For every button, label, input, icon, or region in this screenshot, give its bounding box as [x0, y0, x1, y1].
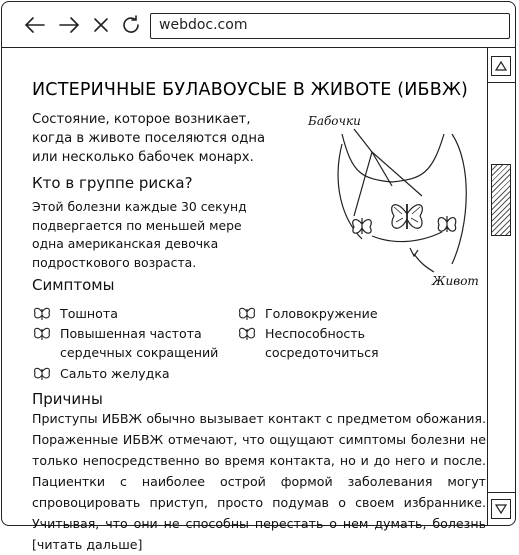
- butterfly-icon: [237, 326, 257, 342]
- scrollbar-thumb[interactable]: [491, 164, 511, 236]
- scroll-down-button[interactable]: [491, 499, 511, 519]
- symptoms-heading: Симптомы: [32, 276, 115, 294]
- symptom-item: [237, 304, 387, 323]
- symptom-item: [32, 304, 222, 323]
- butterflies-illustration: [302, 104, 492, 304]
- scrollbar-divider: [488, 82, 515, 83]
- butterfly-icon: [32, 326, 52, 342]
- browser-toolbar: [2, 2, 515, 48]
- read-more-link[interactable]: [читать дальше]: [32, 537, 143, 552]
- symptom-label: Тошнота: [60, 306, 118, 321]
- back-arrow-icon[interactable]: [22, 12, 48, 38]
- symptom-label: Сальто желудка: [60, 366, 170, 381]
- symptom-label: Неспособность сосредоточиться: [265, 326, 379, 360]
- article-intro: Состояние, которое возникает, когда в животе поселяются одна или несколько бабочек монарх.: [32, 112, 266, 165]
- address-bar[interactable]: [150, 13, 510, 39]
- url-text: webdoc.com: [159, 17, 248, 33]
- symptom-item: [237, 324, 377, 362]
- risk-heading: Кто в группе риска?: [32, 174, 193, 192]
- symptom-label: Головокружение: [265, 306, 378, 321]
- causes-body: Приступы ИБВЖ обычно вызывает контакт с предметом обожания. Пораженные ИБВЖ отмечают, что ощущают симптомы болезни не только непосредственно во время контакта, но и до него и после. Пациентки с наиболее острой формой заболевания могут спровоцировать приступ, просто подумав о своем избраннике. Учитывая, что они не способны перестать о нем думать, болезнь: [32, 411, 486, 531]
- scroll-up-button[interactable]: [491, 56, 511, 76]
- close-icon[interactable]: [88, 12, 114, 38]
- butterfly-icon: [392, 204, 423, 229]
- forward-arrow-icon[interactable]: [56, 12, 82, 38]
- symptom-item: [32, 324, 222, 362]
- risk-text: Этой болезни каждые 30 секунд подвергается по меньшей мере одна американская девочка подросткового возраста.: [32, 199, 247, 270]
- symptom-item: [32, 364, 222, 383]
- butterfly-icon: [32, 306, 52, 322]
- butterfly-icon: [32, 366, 52, 382]
- butterflies-label: Бабочки: [308, 114, 361, 128]
- reload-icon[interactable]: [118, 12, 144, 38]
- browser-window: [1, 1, 516, 552]
- causes-text: [32, 408, 486, 555]
- page-title: ИСТЕРИЧНЫЕ БУЛАВОУСЫЕ В ЖИВОТЕ (ИБВЖ): [32, 80, 469, 100]
- belly-label: Живот: [432, 274, 479, 288]
- scrollbar-divider: [488, 492, 515, 493]
- symptom-label: Повышенная частота сердечных сокращений: [60, 326, 219, 360]
- causes-heading: Причины: [32, 390, 103, 408]
- butterfly-icon: [237, 306, 257, 322]
